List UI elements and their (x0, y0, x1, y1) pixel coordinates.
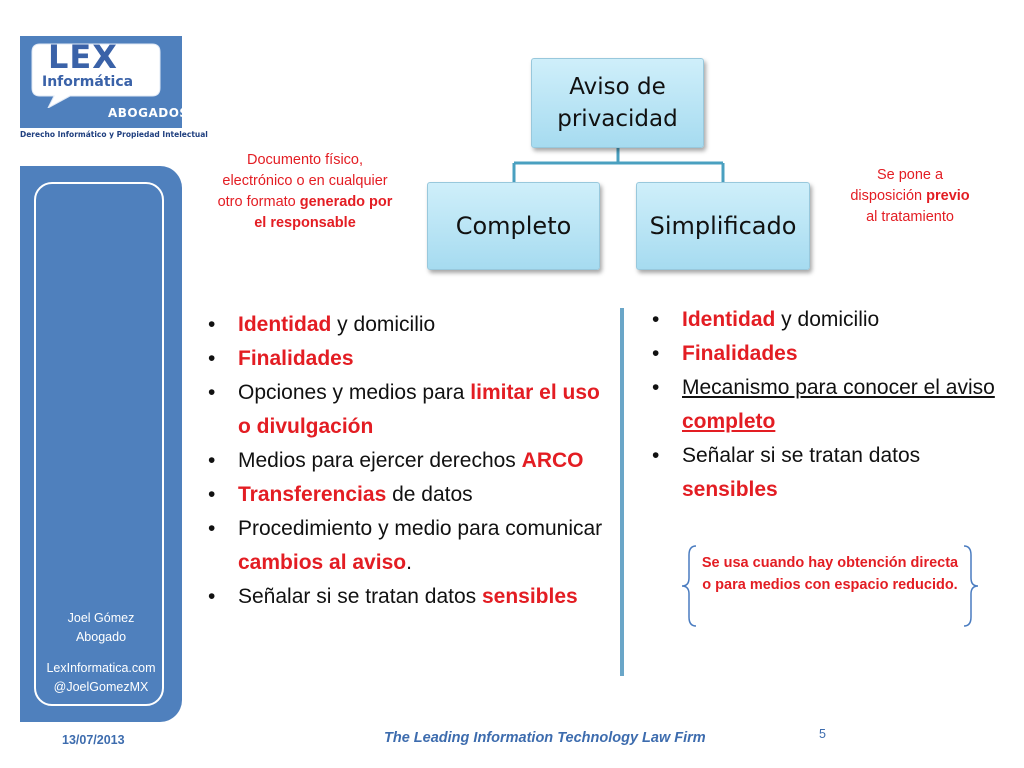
list-item: • Finalidades (204, 342, 609, 376)
lex-informatica-logo (20, 36, 208, 146)
node-aviso-de-privacidad (531, 58, 704, 148)
footer-tagline: The Leading Information Technology Law Firm (384, 730, 706, 746)
page-number: 5 (819, 727, 826, 741)
logo-title: LEX (48, 38, 118, 76)
list-item: • Procedimiento y medio para comunicar cambios al aviso. (204, 512, 609, 580)
sidebar-panel (20, 166, 182, 722)
author-role: Abogado (75, 630, 127, 644)
list-item: • Identidad y domicilio (204, 308, 609, 342)
note-documento-text: Documento físico, electrónico o en cualquier otro formato (217, 152, 388, 210)
list-item: • Finalidades (648, 337, 1013, 371)
footer-date: 13/07/2013 (62, 733, 125, 747)
note-disposicion (850, 165, 970, 228)
vertical-divider (620, 308, 624, 676)
list-item: • Mecanismo para conocer el aviso completo (648, 371, 1013, 439)
node-root-line1: Aviso de (569, 74, 666, 100)
list-item: • Identidad y domicilio (648, 303, 1013, 337)
list-item: • Señalar si se tratan datos sensibles (648, 439, 1013, 507)
note-disposicion-bold: previo (926, 188, 970, 204)
node-completo: Completo (427, 182, 600, 270)
author-handle[interactable]: @JoelGomezMX (53, 680, 149, 694)
note-disposicion-text-b: al tratamiento (866, 209, 954, 225)
list-item: • Opciones y medios para limitar el uso o divulgación (204, 376, 609, 444)
brace-note (680, 543, 980, 629)
note-documento-bold: generado por el responsable (254, 194, 393, 231)
sidebar-contact (20, 609, 182, 697)
node-root-line2: privacidad (557, 106, 678, 132)
list-simplificado (648, 303, 1013, 507)
author-name: Joel Gómez (67, 611, 135, 625)
node-simplificado: Simplificado (636, 182, 810, 270)
list-item: • Medios para ejercer derechos ARCO (204, 444, 609, 478)
logo-badge: ABOGADOS (108, 106, 189, 120)
brace-note-text: Se usa cuando hay obtención directa o para medios con espacio reducido. (701, 555, 959, 593)
list-item: • Transferencias de datos (204, 478, 609, 512)
logo-subtitle: Informática (42, 74, 134, 90)
note-disposicion-text-a: Se pone a disposición (850, 167, 944, 204)
author-website[interactable]: LexInformatica.com (46, 661, 156, 675)
logo-tagline: Derecho Informático y Propiedad Intelectual (20, 130, 208, 139)
list-item: • Señalar si se tratan datos sensibles (204, 580, 609, 614)
list-completo (204, 308, 609, 614)
note-documento (210, 150, 400, 234)
